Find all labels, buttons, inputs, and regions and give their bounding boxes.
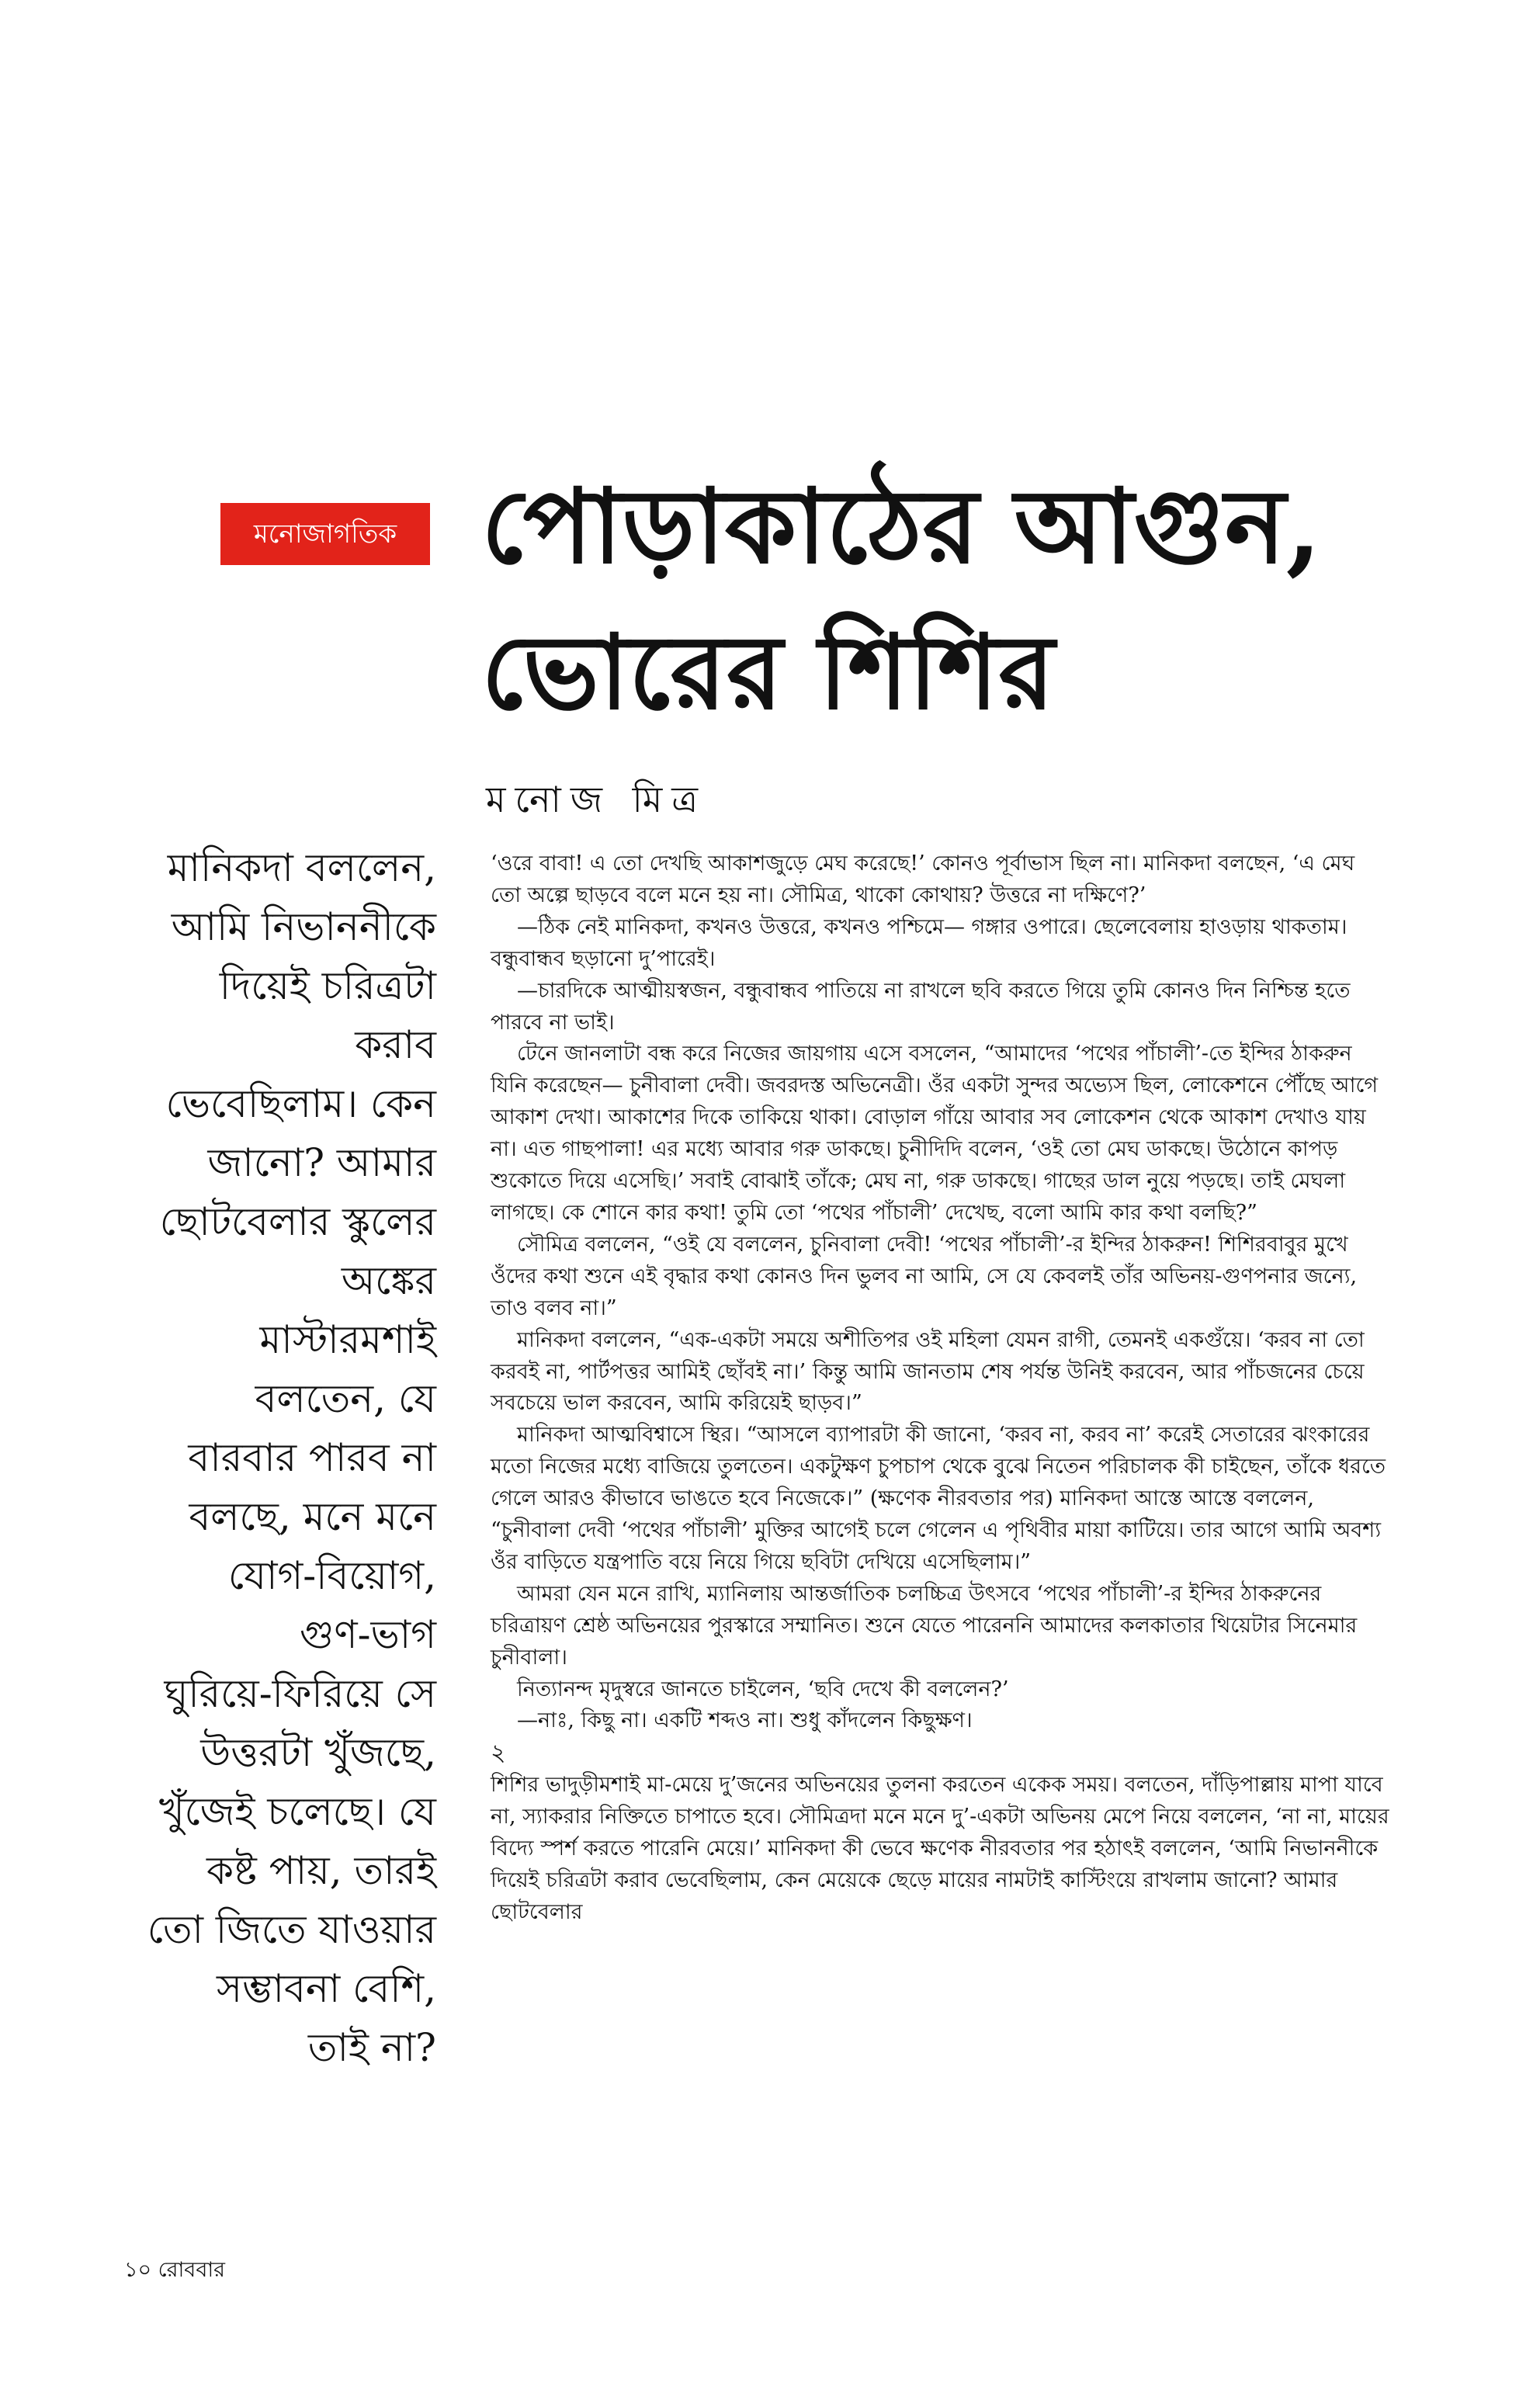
article-paragraph: মানিকদা আত্মবিশ্বাসে স্থির। “আসলে ব্যাপারটা কী জানো, ‘করব না, করব না’ করেই সেতারের ঝংকারের মতো নিজের মধ্যে বাজিয়ে তুলতেন। একটুক্ষণ চুপচাপ থেকে বুঝে নিতেন পরিচালক কী চাইছেন, তাঁকে ধরতে গেলে আরও কীভাবে ভাঙতে হবে নিজেকে।” (ক্ষণেক নীরবতার পর) মানিকদা আস্তে আস্তে বললেন, “চুনীবালা দেবী ‘পথের পাঁচালী’ মুক্তির আগেই চলে গেলেন এ পৃথিবীর মায়া কাটিয়ে। তার আগে আমি অবশ্য ওঁর বাড়িতে যন্ত্রপাতি বয়ে নিয়ে গিয়ে ছবিটা দেখিয়ে এসেছিলাম।” bbox=[491, 1423, 1386, 1574]
article-paragraph: —চারদিকে আত্মীয়স্বজন, বন্ধুবান্ধব পাতিয়ে না রাখলে ছবি করতে গিয়ে তুমি কোনও দিন নিশ্চিন্ত হতে পারবে না ভাই। bbox=[491, 978, 1351, 1035]
article-paragraph: শিশির ভাদুড়ীমশাই মা-মেয়ে দু’জনের অভিনয়ের তুলনা করতেন একেক সময়। বলতেন, দাঁড়িপাল্লায় মাপা যাবে না, স্যাকরার নিক্তিতে চাপাতে হবে। সৌমিত্রদা মনে মনে দু’-একটা অভিনয় মেপে নিয়ে বললেন, ‘না না, মায়ের বিদ্যে স্পর্শ করতে পারেনি মেয়ে।’ মানিকদা কী ভেবে ক্ষণেক নীরবতার পর হঠাৎই বললেন, ‘আমি নিভাননীকে দিয়েই চরিত্রটা করাব ভেবেছিলাম, কেন মেয়েকে ছেড়ে মায়ের নামটাই কাস্টিংয়ে রাখলাম জানো? আমার ছোটবেলার bbox=[491, 1773, 1389, 1924]
pull-quote-line: মানিকদা বললেন, bbox=[167, 845, 436, 890]
pull-quote-line: ছোটবেলার স্কুলের bbox=[159, 1199, 436, 1244]
pull-quote-line: মাস্টারমশাই bbox=[259, 1317, 436, 1362]
pull-quote-line: অঙ্কের bbox=[341, 1258, 436, 1303]
article-paragraph: আমরা যেন মনে রাখি, ম্যানিলায় আন্তর্জাতিক চলচ্চিত্র উৎসবে ‘পথের পাঁচালী’-র ইন্দির ঠাকরুনের চরিত্রায়ণ শ্রেষ্ঠ অভিনয়ের পুরস্কারে সম্মানিত। শুনে যেতে পারেননি আমাদের কলকাতার থিয়েটার সিনেমার চুনীবালা। bbox=[491, 1581, 1358, 1670]
pull-quote-line: বারবার পারব না bbox=[188, 1435, 436, 1480]
pull-quote-line: আমি নিভাননীকে bbox=[171, 904, 436, 949]
headline-line-1: পোড়াকাঠের আগুন, bbox=[481, 466, 1322, 587]
pull-quote-line: ভেবেছিলাম। কেন bbox=[165, 1081, 436, 1126]
article-paragraph: নিত্যানন্দ মৃদুস্বরে জানতে চাইলেন, ‘ছবি দেখে কী বললেন?’ bbox=[517, 1677, 1009, 1701]
pull-quote-line: গুণ-ভাগ bbox=[300, 1612, 436, 1657]
pull-quote-line: ঘুরিয়ে-ফিরিয়ে সে bbox=[164, 1671, 436, 1716]
pull-quote-line: বলতেন, যে bbox=[255, 1376, 436, 1421]
pull-quote-line: উত্তরটা খুঁজছে, bbox=[200, 1730, 436, 1775]
pull-quote-line: বলছে, মনে মনে bbox=[189, 1494, 436, 1539]
pull-quote-line: তো জিতে যাওয়ার bbox=[147, 1907, 436, 1952]
page-footer: ১০ রোববার bbox=[124, 2258, 226, 2282]
pull-quote-line: যোগ-বিয়োগ, bbox=[227, 1553, 436, 1598]
headline bbox=[481, 454, 1490, 746]
article-paragraph: মানিকদা বললেন, “এক-একটা সময়ে অশীতিপর ওই মহিলা যেমন রাগী, তেমনই একগুঁয়ে। ‘করব না তো করবই না, পার্টপত্তর আমিই ছোঁবই না।’ কিন্তু আমি জানতাম শেষ পর্যন্ত উনিই করবেন, আর পাঁচজনের চেয়ে সবচেয়ে ভাল করবেন, আমি করিয়েই ছাড়ব।” bbox=[491, 1327, 1365, 1416]
article-paragraph: —নাঃ, কিছু না। একটি শব্দও না। শুধু কাঁদলেন কিছুক্ষণ। bbox=[517, 1708, 973, 1733]
pull-quote-line: তাই না? bbox=[307, 2025, 436, 2070]
pull-quote-line: দিয়েই চরিত্রটা bbox=[219, 963, 436, 1008]
pull-quote-line: খুঁজেই চলেছে। যে bbox=[158, 1789, 436, 1834]
article-paragraph: ‘ওরে বাবা! এ তো দেখছি আকাশজুড়ে মেঘ করেছে!’ কোনও পূর্বাভাস ছিল না। মানিকদা বলছেন, ‘এ মেঘ তো অল্পে ছাড়বে বলে মনে হয় না। সৌমিত্র, থাকো কোথায়? উত্তরে না দক্ষিণে?’ bbox=[491, 851, 1355, 907]
article-paragraph: সৌমিত্র বললেন, “ওই যে বললেন, চুনিবালা দেবী! ‘পথের পাঁচালী’-র ইন্দির ঠাকরুন! শিশিরবাবুর মুখে ওঁদের কথা শুনে এই বৃদ্ধার কথা কোনও দিন ভুলব না আমি, সে যে কেবলই তাঁর অভিনয়-গুণপনার জন্যে, তাও বলব না।” bbox=[491, 1232, 1358, 1320]
pull-quote-line: জানো? আমার bbox=[207, 1140, 436, 1185]
pull-quote-line: কষ্ট পায়, তারই bbox=[206, 1848, 436, 1893]
article-paragraph: —ঠিক নেই মানিকদা, কখনও উত্তরে, কখনও পশ্চিমে— গঙ্গার ওপারে। ছেলেবেলায় হাওড়ায় থাকতাম। বন্ধুবান্ধব ছড়ানো দু’পারেই। bbox=[491, 914, 1348, 971]
pull-quote-line: করাব bbox=[355, 1022, 436, 1067]
pull-quote bbox=[101, 838, 436, 2077]
pull-quote-line: সম্ভাবনা বেশি, bbox=[216, 1966, 436, 2011]
article-paragraph: টেনে জানলাটা বন্ধ করে নিজের জায়গায় এসে বসলেন, “আমাদের ‘পথের পাঁচালী’-তে ইন্দির ঠাকরুন যিনি করেছেন— চুনীবালা দেবী। জবরদস্ত অভিনেত্রী। ওঁর একটা সুন্দর অভ্যেস ছিল, লোকেশনে পৌঁছে আগে আকাশ দেখা। আকাশের দিকে তাকিয়ে থাকা। বোড়াল গাঁয়ে আবার সব লোকেশন থেকে আকাশ দেখাও যায় না। এত গাছপালা! এর মধ্যে আবার গরু ডাকছে। চুনীদিদি বলেন, ‘ওই তো মেঘ ডাকছে। উঠোনে কাপড় শুকোতে দিয়ে এসেছি।’ সবাই বোঝাই তাঁকে; মেঘ না, গরু ডাকছে। গাছের ডাল নুয়ে পড়ছে। তাই মেঘলা লাগছে। কে শোনে কার কথা! তুমি তো ‘পথের পাঁচালী’ দেখেছ, বলো আমি কার কথা বলছি?” bbox=[491, 1042, 1379, 1225]
byline: মনোজ মিত্র bbox=[486, 779, 708, 820]
headline-line-2: ভোরের শিশির bbox=[481, 612, 1055, 733]
section-number: ২ bbox=[491, 1739, 506, 1767]
section-badge: মনোজাগতিক bbox=[220, 503, 430, 565]
article-body bbox=[491, 848, 1391, 1929]
